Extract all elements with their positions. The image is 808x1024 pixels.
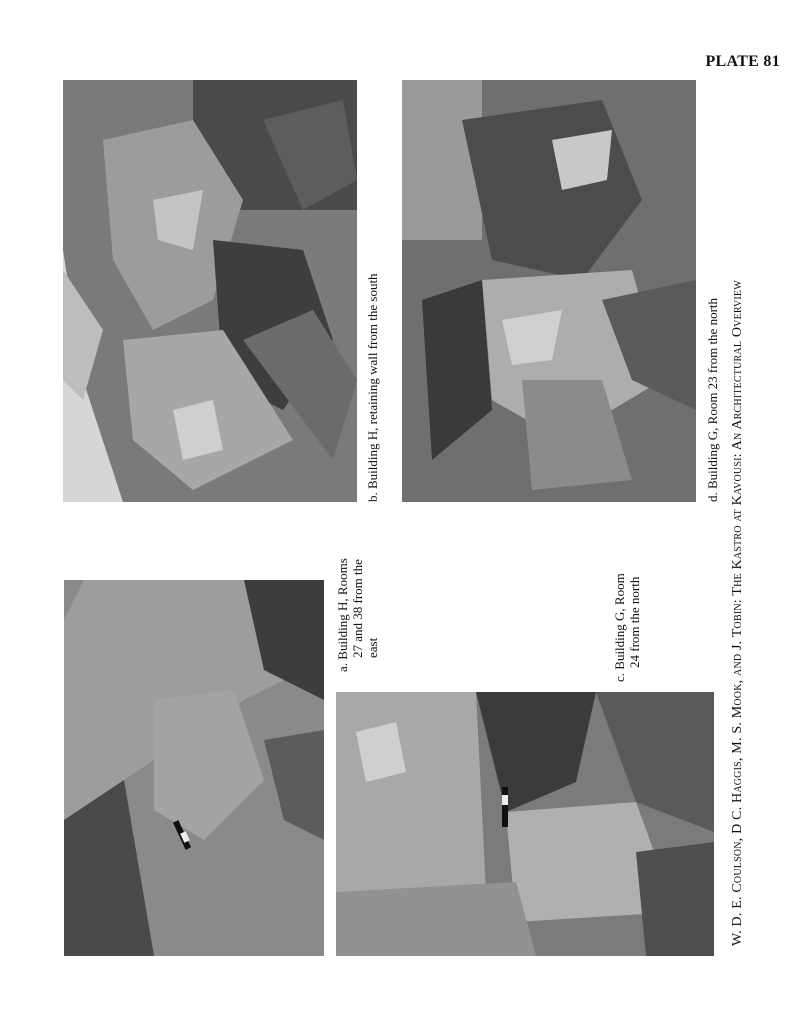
caption-c [612,573,642,682]
caption-b-text: b. Building H, retaining wall from the south [365,273,380,502]
photo-c-room-24 [336,692,714,956]
caption-a-line-2: 27 and 38 from the [350,559,365,658]
caption-c-line-1: c. Building G, Room [612,573,627,682]
caption-b [365,273,380,502]
running-footer [730,280,746,946]
caption-a [335,558,380,672]
photo-d-room-23 [402,80,696,502]
caption-a-line-1: a. Building H, Rooms [335,558,350,672]
caption-d [705,298,720,502]
running-footer-text: W. D. E. Coulson, D C. Haggis, M. S. Mook, and J. Tobin: The Kastro at Kavousi: An Architectural Overview [730,280,745,946]
caption-d-text: d. Building G, Room 23 from the north [705,297,720,502]
caption-c-line-2: 24 from the north [627,576,642,668]
caption-a-line-3: east [365,637,380,658]
photo-b-retaining-wall [63,80,357,502]
photo-a-rooms-27-38 [64,580,324,956]
plate-number: PLATE 81 [705,53,780,70]
